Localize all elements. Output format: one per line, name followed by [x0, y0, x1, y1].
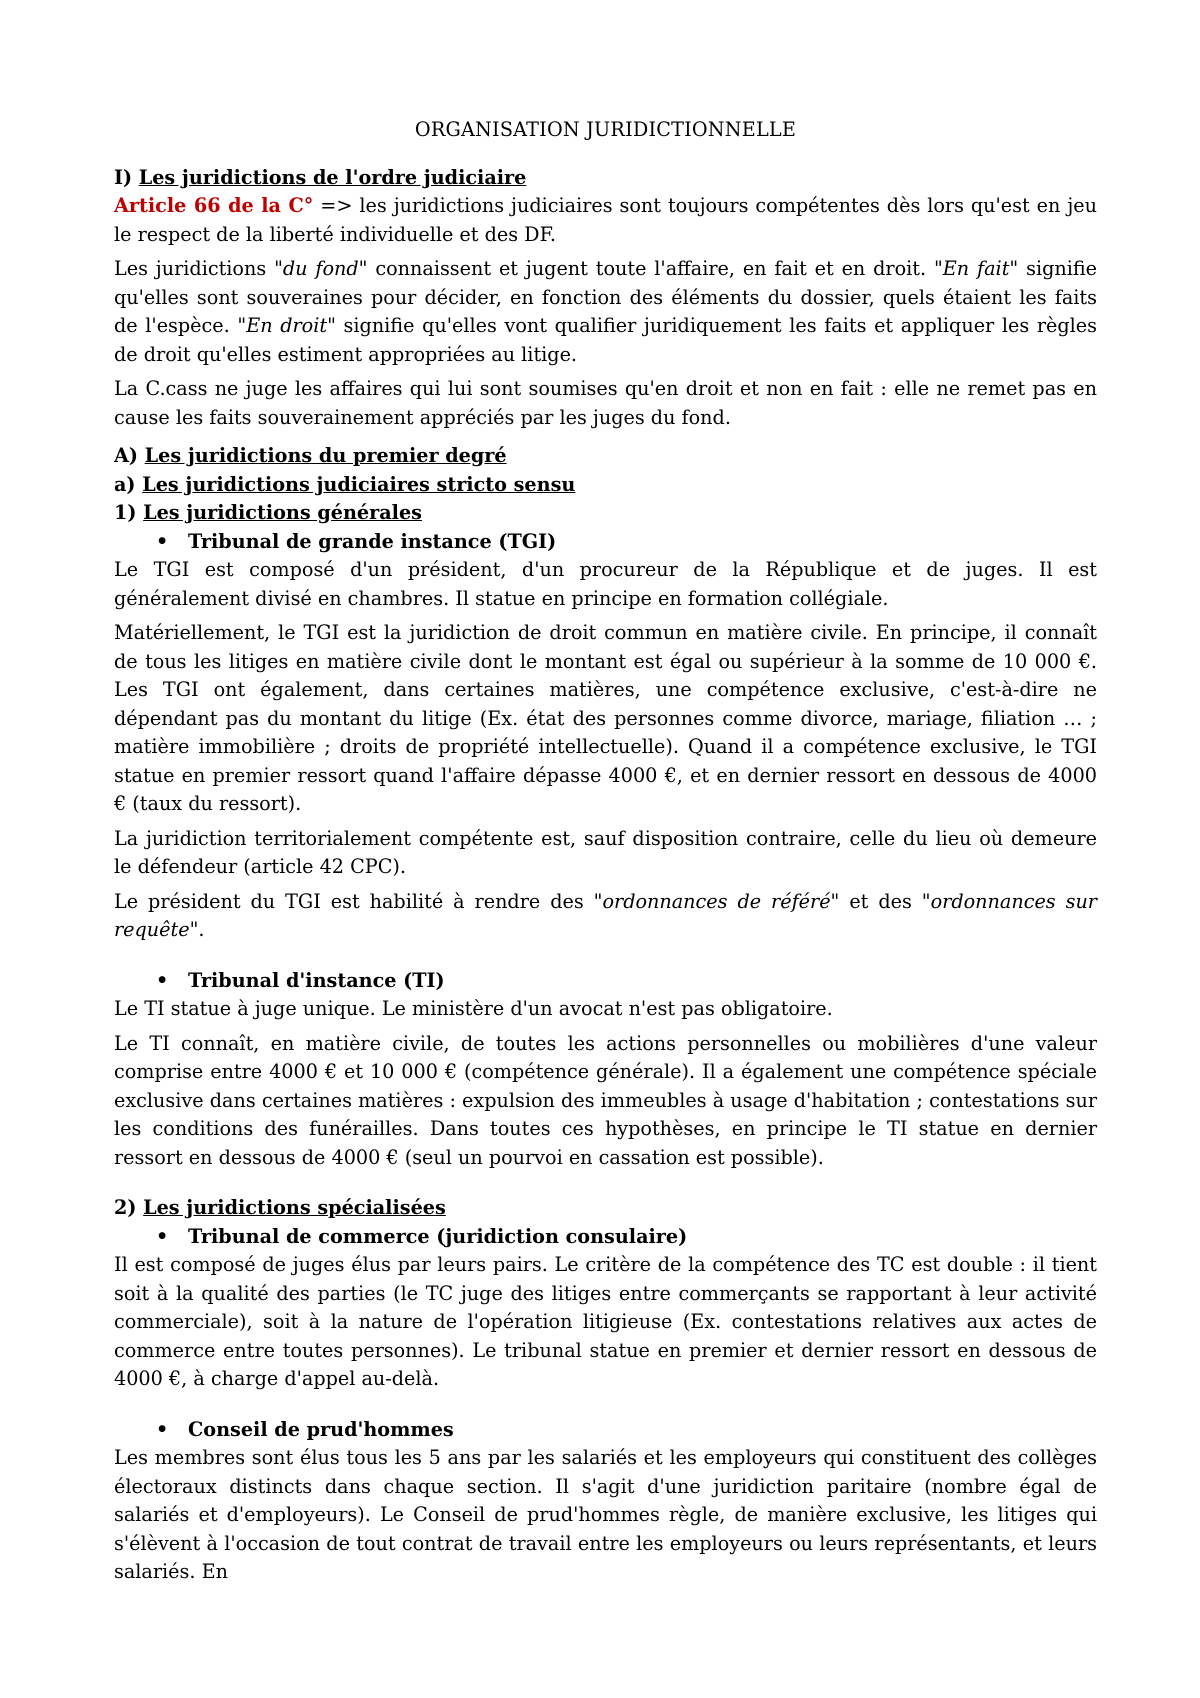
quote-ordonnances-requete: "ordonnances sur requête" — [114, 889, 1097, 941]
bullet-heading-tgi: • Tribunal de grande instance (TGI) — [114, 528, 1097, 557]
paragraph-tgi-1: Le TGI est composé d'un président, d'un procureur de la République et de juges. Il est généralement divisé en chambres. Il statue en principe en formation collégiale. — [114, 558, 1097, 610]
bullet-heading-ti: • Tribunal d'instance (TI) — [114, 967, 1097, 996]
bullet-heading-cph: • Conseil de prud'hommes — [114, 1416, 1097, 1445]
paragraph-ti-2: Le TI connaît, en matière civile, de toutes les actions personnelles ou mobilières d'une valeur comprise entre 4000 € et 10 000 € (compétence générale). Il a également une compétence spéciale exclusive dans certaines matières : expulsion des immeubles à usage d'habitation ; contestations sur les conditions des funérailles. Dans toutes ces hypothèses, en principe le TI statue en dernier ressort en dessous de 4000 € (seul un pourvoi en cassation est possible). — [114, 1031, 1097, 1169]
quote-ordonnances-refere: "ordonnances de référé" — [593, 889, 840, 913]
paragraph-tgi-2: Matériellement, le TGI est la juridiction de droit commun en matière civile. En principe, il connaît de tous les litiges en matière civile dont le montant est égal ou supérieur à la somme de 10 000 €. Les TGI ont également, dans certaines matières, une compétence exclusive, c'est-à-dire ne dépendant pas du montant du litige (Ex. état des personnes comme divorce, mariage, filiation … ; matière immobilière ; droits de propriété intellectuelle). Quand il a compétence exclusive, le TGI statue en premier ressort quand l'affaire dépasse 4000 €, et en dernier ressort en dessous de 4000 € (taux du ressort). — [114, 621, 1097, 815]
quote-du-fond: "du fond" — [274, 257, 368, 280]
paragraph-tc-1: Il est composé de juges élus par leurs pairs. Le critère de la compétence des TC est double : il tient soit à la qualité des parties (le TC juge des litiges entre commerçants se rapportant à leur activité commerciale), soit à la nature de l'opération litigieuse (Ex. contestations relatives aux actes de commerce entre toutes personnes). Le tribunal statue en premier et dernier ressort en dessous de 4000 €, à charge d'appel au-delà. — [114, 1253, 1097, 1390]
bullet-icon: • — [156, 968, 169, 992]
article-reference: Article 66 de la C° — [114, 194, 314, 217]
paragraph-ti-1: Le TI statue à juge unique. Le ministère d'un avocat n'est pas obligatoire. — [114, 997, 833, 1020]
section-heading-1 — [114, 164, 1097, 193]
section-heading-a: a) Les juridictions judiciaires stricto sensu — [114, 472, 576, 496]
bullet-icon: • — [156, 1224, 169, 1248]
section-heading-A: A) Les juridictions du premier degré — [114, 444, 507, 467]
paragraph-tgi-3: La juridiction territorialement compétente est, sauf disposition contraire, celle du lieu où demeure le défendeur (article 42 CPC). — [114, 826, 1097, 878]
paragraph-article-66 — [114, 192, 1097, 249]
quote-en-fait: "En fait" — [933, 257, 1019, 280]
quote-en-droit: "En droit" — [237, 314, 336, 337]
paragraph-cph-1: Les membres sont élus tous les 5 ans par les salariés et les employeurs qui constituent des collèges électoraux distincts dans chaque section. Il s'agit d'une juridiction paritaire (nombre égal de salariés et d'employeurs). Le Conseil de prud'hommes règle, de manière exclusive, les litiges qui s'élèvent à l'occasion de tout contrat de travail entre les employeurs ou leurs représentants, et leurs salariés. En — [114, 1446, 1097, 1583]
spacer — [114, 945, 1097, 967]
bullet-icon: • — [156, 1417, 169, 1441]
heading-text: Les juridictions de l'ordre judiciaire — [138, 165, 527, 189]
section-heading-2-specialisees: 2) Les juridictions spécialisées — [114, 1196, 446, 1219]
spacer — [114, 1172, 1097, 1194]
heading-number: I) — [114, 165, 139, 189]
section-heading-1-generales: 1) Les juridictions générales — [114, 501, 422, 524]
spacer — [114, 1394, 1097, 1416]
paragraph-tgi-4: Le président du TGI est habilité à rendre des "ordonnances de référé" et des "ordonnances sur requête". — [114, 889, 1097, 941]
paragraph-text: => les juridictions judiciaires sont toujours compétentes dès lors qu'est en jeu le respect de la liberté individuelle et des DF. — [114, 194, 1097, 246]
paragraph-ccass: La C.cass ne juge les affaires qui lui sont soumises qu'en droit et non en fait : elle ne remet pas en cause les faits souverainement appréciés par les juges du fond. — [114, 377, 1097, 429]
bullet-heading-tc: • Tribunal de commerce (juridiction consulaire) — [114, 1223, 1097, 1252]
document-title: ORGANISATION JURIDICTIONNELLE — [414, 118, 797, 141]
paragraph-fond: Les juridictions "du fond" connaissent et jugent toute l'affaire, en fait et en droit. "En fait" signifie qu'elles sont souveraines pour décider, en fonction des éléments du dossier, quels étaient les faits de l'espèce. "En droit" signifie qu'elles vont qualifier juridiquement les faits et appliquer les règles de droit qu'elles estiment appropriées au litige. — [114, 257, 1098, 366]
bullet-icon: • — [156, 529, 169, 553]
